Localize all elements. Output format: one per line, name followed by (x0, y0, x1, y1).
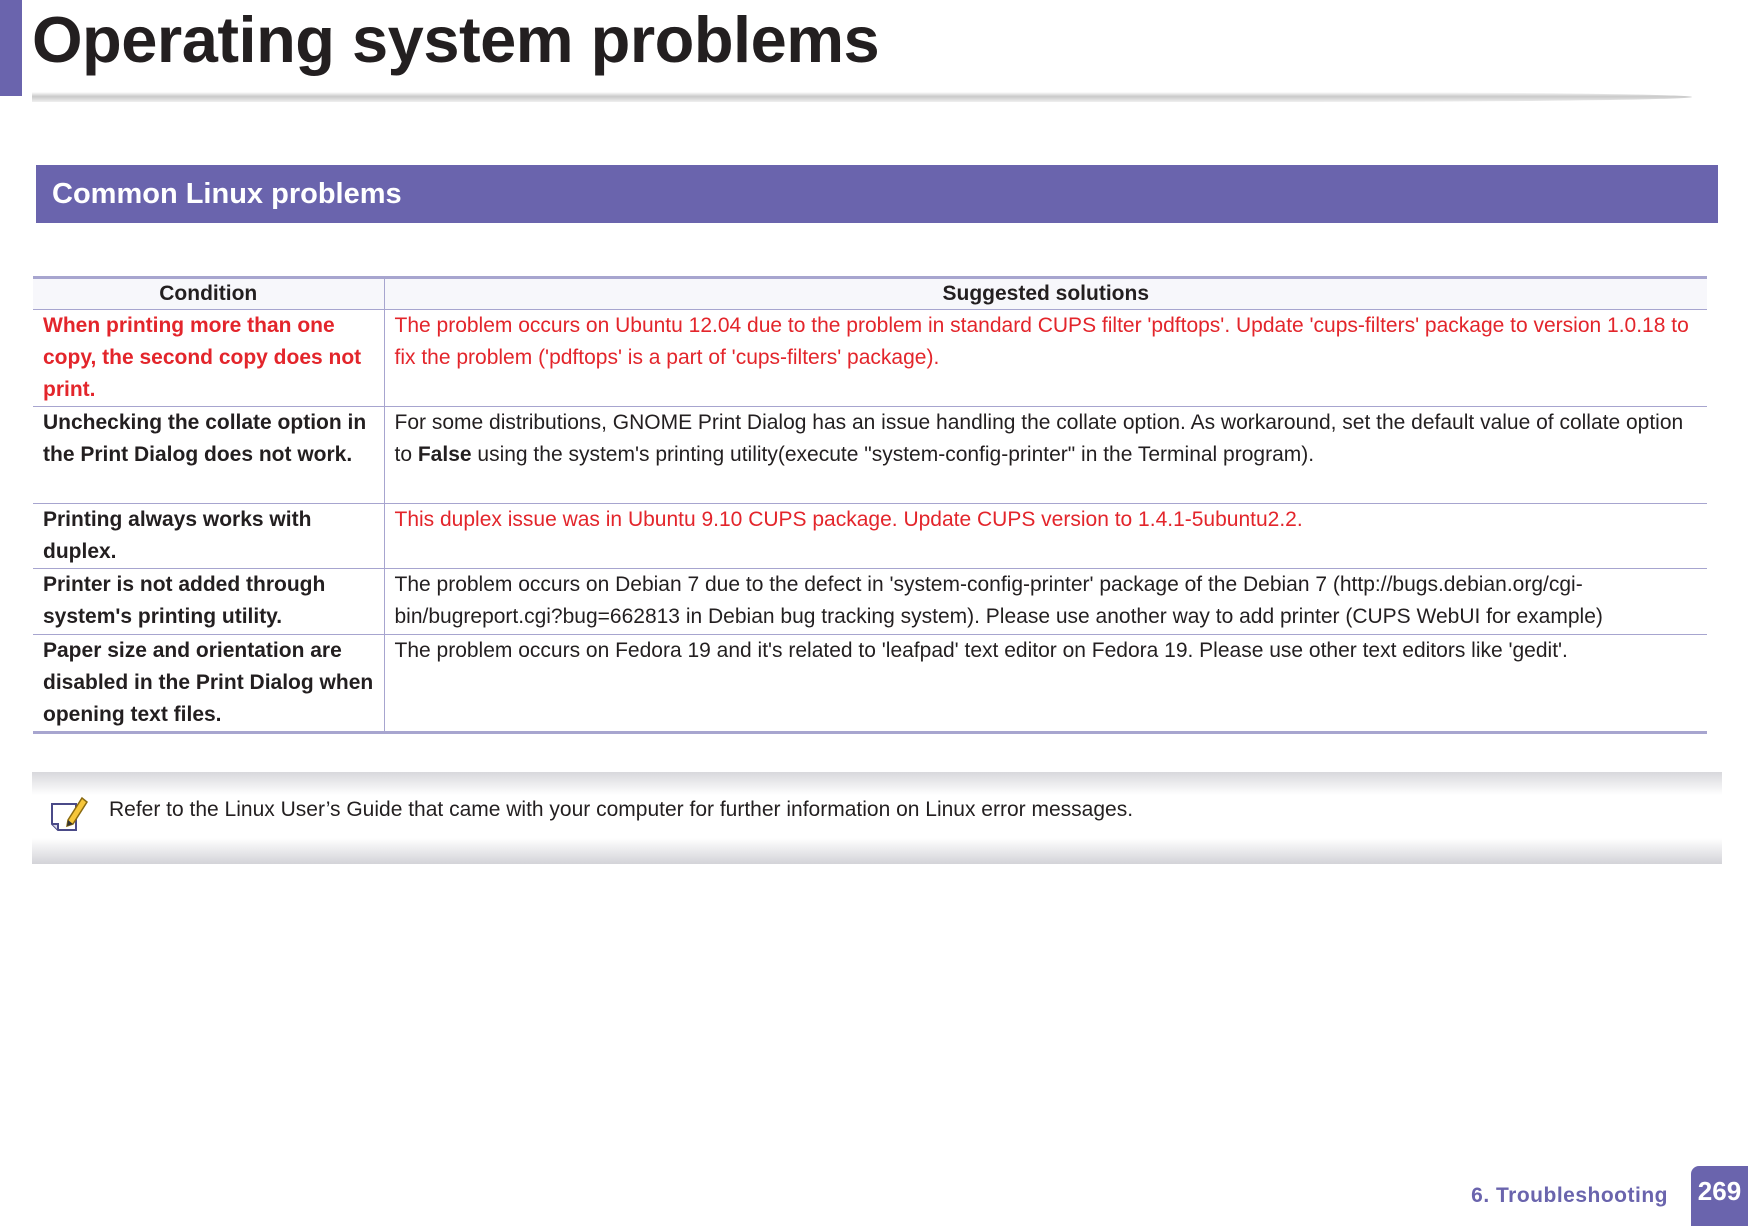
solution-cell: The problem occurs on Fedora 19 and it's related to 'leafpad' text editor on Fedora 19. Please use other text editors like 'gedit'. (384, 635, 1707, 733)
solution-bold-value: False (417, 443, 472, 466)
solution-text: For some distributions, GNOME Print Dialog has an issue handling the collate option. As workaround, set the default value of collate option to (394, 411, 1684, 466)
table-row (33, 504, 1707, 569)
condition-cell: Paper size and orientation are disabled in the Print Dialog when opening text files. (33, 635, 384, 733)
header-condition: Condition (33, 278, 384, 310)
note-text: Refer to the Linux User’s Guide that came with your computer for further information on Linux error messages. (109, 798, 1134, 821)
table-row (33, 569, 1707, 635)
header-solution: Suggested solutions (384, 278, 1707, 310)
table-row (33, 407, 1707, 504)
solution-text: using the system's printing utility(execute "system-config-printer" in the Terminal program). (471, 443, 1315, 466)
section-header (36, 165, 1718, 223)
footer-chapter: 6. Troubleshooting (1471, 1184, 1668, 1207)
solution-cell: This duplex issue was in Ubuntu 9.10 CUPS package. Update CUPS version to 1.4.1-5ubuntu2.2. (384, 504, 1707, 569)
title-underline (32, 92, 1692, 102)
condition-cell: Unchecking the collate option in the Print Dialog does not work. (33, 407, 384, 504)
table-header-row (33, 278, 1707, 310)
chapter-tab-marker (0, 0, 22, 96)
solution-cell: The problem occurs on Ubuntu 12.04 due to the problem in standard CUPS filter 'pdftops'. Update 'cups-filters' package to version 1.0.18 to fix the problem ('pdftops' is a part of 'cups-filters' package). (384, 310, 1707, 407)
note-box (32, 772, 1722, 864)
condition-cell: Printing always works with duplex. (33, 504, 384, 569)
condition-cell: Printer is not added through system's printing utility. (33, 569, 384, 635)
page-number: 269 (1691, 1166, 1748, 1226)
solution-cell (384, 407, 1707, 504)
table-row (33, 310, 1707, 407)
solution-cell: The problem occurs on Debian 7 due to the defect in 'system-config-printer' package of the Debian 7 (http://bugs.debian.org/cgi-bin/bugreport.cgi?bug=662813 in Debian bug tracking system). Please use another way to add printer (CUPS WebUI for example) (384, 569, 1707, 635)
table-row (33, 635, 1707, 733)
linux-problems-table (33, 276, 1707, 734)
section-title: Common Linux problems (52, 178, 402, 210)
page-title: Operating system problems (32, 3, 880, 76)
condition-cell: When printing more than one copy, the second copy does not print. (33, 310, 384, 407)
note-pencil-icon (46, 794, 90, 836)
